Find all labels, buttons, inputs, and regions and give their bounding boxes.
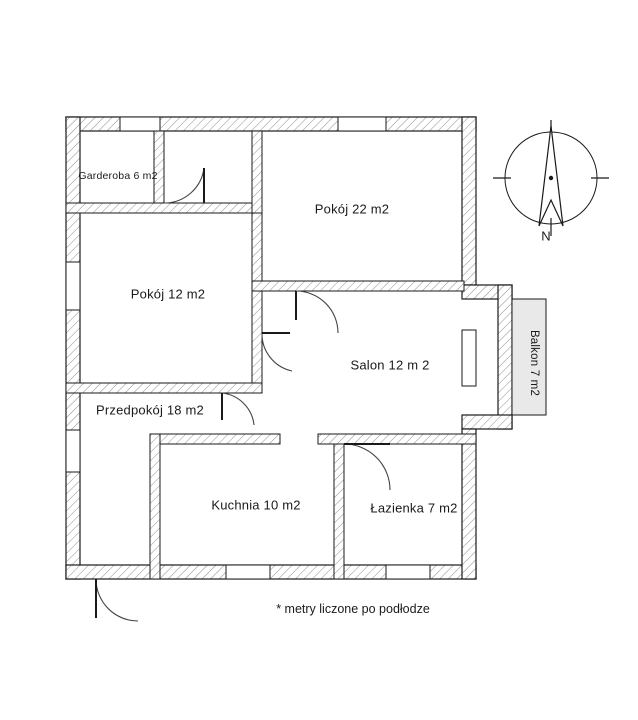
door-arc-przedpokoj	[222, 393, 254, 425]
room-label-kuchnia: Kuchnia 10 m2	[211, 497, 301, 513]
compass-north-letter: N	[541, 228, 551, 244]
room-label-garderoba: Garderoba 6 m2	[78, 170, 158, 182]
door-arc-garderoba	[164, 168, 204, 203]
room-label-pokoj-12: Pokój 12 m2	[130, 286, 206, 302]
door-arc-pokoj12	[262, 333, 292, 371]
door-arc-lazienka	[344, 444, 390, 490]
floor-plan-footnote: * metry liczone po podłodze	[276, 602, 430, 616]
room-label-balkon: Balkon 7 m2	[528, 329, 540, 397]
room-label-salon: Salon 12 m 2	[350, 357, 430, 373]
door-swings	[96, 168, 390, 621]
room-label-lazienka: Łazienka 7 m2	[370, 500, 458, 516]
door-arc-entrance	[96, 579, 138, 621]
compass-rose	[493, 120, 609, 236]
door-arc-pokoj22	[296, 291, 338, 333]
room-label-przedpokoj: Przedpokój 18 m2	[96, 402, 204, 418]
room-label-pokoj-22: Pokój 22 m2	[314, 201, 390, 217]
